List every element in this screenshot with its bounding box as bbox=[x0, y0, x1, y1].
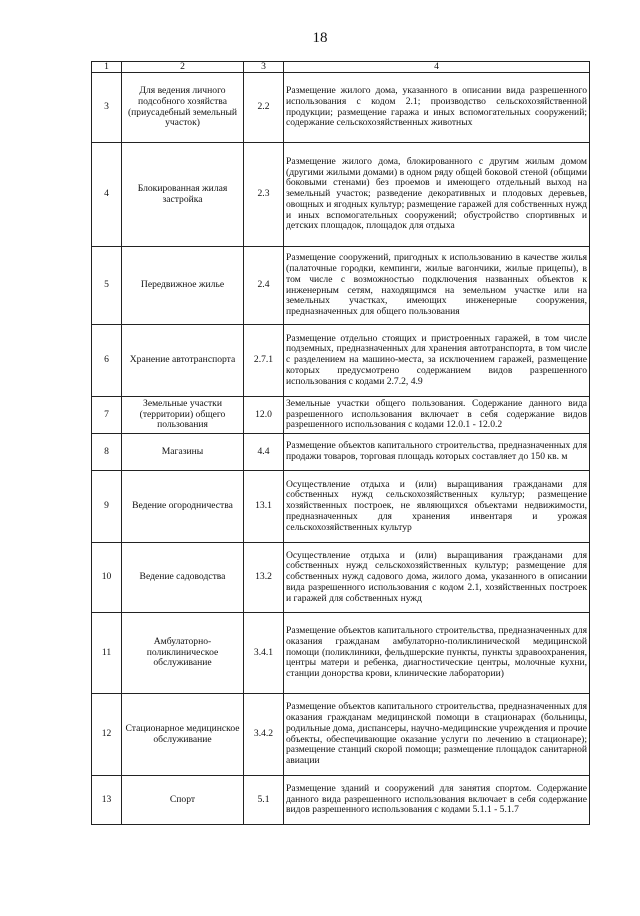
land-use-description: Размещение сооружений, пригодных к использованию в качестве жилья (палаточные городки, кемпинги, жилые вагончики, жилые прицепы), в том числе с возможностью подключения названных объектов к инженерным сетям, находящимся на земельном участке или на земельных участках, имеющих инженерные сооружения, предназначенных для общего пользования bbox=[284, 247, 590, 325]
land-use-name: Передвижное жилье bbox=[122, 247, 244, 325]
table-row bbox=[92, 613, 590, 694]
land-use-name: Амбулаторно-поликлиническое обслуживание bbox=[122, 613, 244, 694]
land-use-name: Ведение садоводства bbox=[122, 543, 244, 613]
land-use-name: Спорт bbox=[122, 776, 244, 825]
land-use-code: 13.1 bbox=[244, 471, 284, 543]
land-use-code: 13.2 bbox=[244, 543, 284, 613]
row-number: 7 bbox=[92, 397, 122, 434]
land-use-name: Ведение огородничества bbox=[122, 471, 244, 543]
land-use-code: 4.4 bbox=[244, 434, 284, 471]
land-use-description: Земельные участки общего пользования. Содержание данного вида разрешенного использования включает в себя содержание видов разрешенного использования с кодами 12.0.1 - 12.0.2 bbox=[284, 397, 590, 434]
land-use-code: 2.7.1 bbox=[244, 325, 284, 397]
land-use-description: Осуществление отдыха и (или) выращивания гражданами для собственных нужд сельскохозяйственных культур; размещение хозяйственных построек, не являющихся объектами недвижимости, предназначенных для хранения инвентаря и урожая сельскохозяйственных культур bbox=[284, 471, 590, 543]
table-row bbox=[92, 397, 590, 434]
row-number: 13 bbox=[92, 776, 122, 825]
land-use-description: Размещение объектов капитального строительства, предназначенных для продажи товаров, торговая площадь которых составляет до 150 кв. м bbox=[284, 434, 590, 471]
row-number: 4 bbox=[92, 143, 122, 247]
land-use-code: 2.2 bbox=[244, 73, 284, 143]
row-number: 12 bbox=[92, 694, 122, 776]
row-number: 10 bbox=[92, 543, 122, 613]
table-header-row bbox=[92, 62, 590, 73]
row-number: 9 bbox=[92, 471, 122, 543]
header-col-3: 3 bbox=[244, 62, 284, 73]
land-use-description: Размещение зданий и сооружений для занятия спортом. Содержание данного вида разрешенного использования включает в себя содержание видов разрешенного использования с кодами 5.1.1 - 5.1.7 bbox=[284, 776, 590, 825]
header-col-1: 1 bbox=[92, 62, 122, 73]
land-use-description: Размещение жилого дома, блокированного с другим жилым домом (другими жилыми домами) в одном ряду общей боковой стеной (общими боковыми стенами) без проемов и имеющего отдельный выход на земельный участок; разведение декоративных и плодовых деревьев, овощных и ягодных культур; размещение гаражей для собственных нужд и иных вспомогательных сооружений; обустройство спортивных и детских площадок, площадок для отдыха bbox=[284, 143, 590, 247]
land-use-name: Для ведения личного подсобного хозяйства (приусадебный земельный участок) bbox=[122, 73, 244, 143]
land-use-name: Блокированная жилая застройка bbox=[122, 143, 244, 247]
row-number: 11 bbox=[92, 613, 122, 694]
header-col-2: 2 bbox=[122, 62, 244, 73]
land-use-code: 3.4.1 bbox=[244, 613, 284, 694]
table-row bbox=[92, 325, 590, 397]
land-use-code: 5.1 bbox=[244, 776, 284, 825]
table-row bbox=[92, 543, 590, 613]
land-use-name: Магазины bbox=[122, 434, 244, 471]
land-use-code: 2.3 bbox=[244, 143, 284, 247]
row-number: 5 bbox=[92, 247, 122, 325]
table-row bbox=[92, 73, 590, 143]
land-use-description: Осуществление отдыха и (или) выращивания гражданами для собственных нужд сельскохозяйственных культур; размещение для собственных нужд садового дома, жилого дома, указанного в описании вида разрешенного использования с кодом 2.1, хозяйственных построек и гаражей для собственных нужд bbox=[284, 543, 590, 613]
land-use-name: Стационарное медицинское обслуживание bbox=[122, 694, 244, 776]
page-number: 18 bbox=[312, 30, 328, 46]
row-number: 8 bbox=[92, 434, 122, 471]
row-number: 6 bbox=[92, 325, 122, 397]
table-row bbox=[92, 471, 590, 543]
land-use-code: 3.4.2 bbox=[244, 694, 284, 776]
table-row bbox=[92, 694, 590, 776]
land-use-code: 2.4 bbox=[244, 247, 284, 325]
land-use-code: 12.0 bbox=[244, 397, 284, 434]
table-row bbox=[92, 143, 590, 247]
land-use-name: Хранение автотранспорта bbox=[122, 325, 244, 397]
land-use-description: Размещение жилого дома, указанного в описании вида разрешенного использования с кодом 2.1; производство сельскохозяйственной продукции; размещение гаража и иных вспомогательных сооружений; содержание сельскохозяйственных животных bbox=[284, 73, 590, 143]
land-use-table bbox=[91, 61, 590, 825]
land-use-name: Земельные участки (территории) общего пользования bbox=[122, 397, 244, 434]
row-number: 3 bbox=[92, 73, 122, 143]
land-use-description: Размещение объектов капитального строительства, предназначенных для оказания гражданам амбулаторно-поликлинической медицинской помощи (поликлиники, фельдшерские пункты, пункты здравоохранения, центры матери и ребенка, диагностические центры, молочные кухни, станции донорства крови, клинические лаборатории) bbox=[284, 613, 590, 694]
table-row bbox=[92, 776, 590, 825]
table-row bbox=[92, 247, 590, 325]
land-use-description: Размещение отдельно стоящих и пристроенных гаражей, в том числе подземных, предназначенных для хранения автотранспорта, в том числе с разделением на машино-места, за исключением гаражей, размещение которых предусмотрено содержанием видов разрешенного использования с кодами 2.7.2, 4.9 bbox=[284, 325, 590, 397]
table-row bbox=[92, 434, 590, 471]
land-use-description: Размещение объектов капитального строительства, предназначенных для оказания гражданам медицинской помощи в стационарах (больницы, родильные дома, диспансеры, научно-медицинские учреждения и прочие объекты, обеспечивающие оказание услуги по лечению в стационаре); размещение станций скорой помощи; размещение площадок санитарной авиации bbox=[284, 694, 590, 776]
header-col-4: 4 bbox=[284, 62, 590, 73]
